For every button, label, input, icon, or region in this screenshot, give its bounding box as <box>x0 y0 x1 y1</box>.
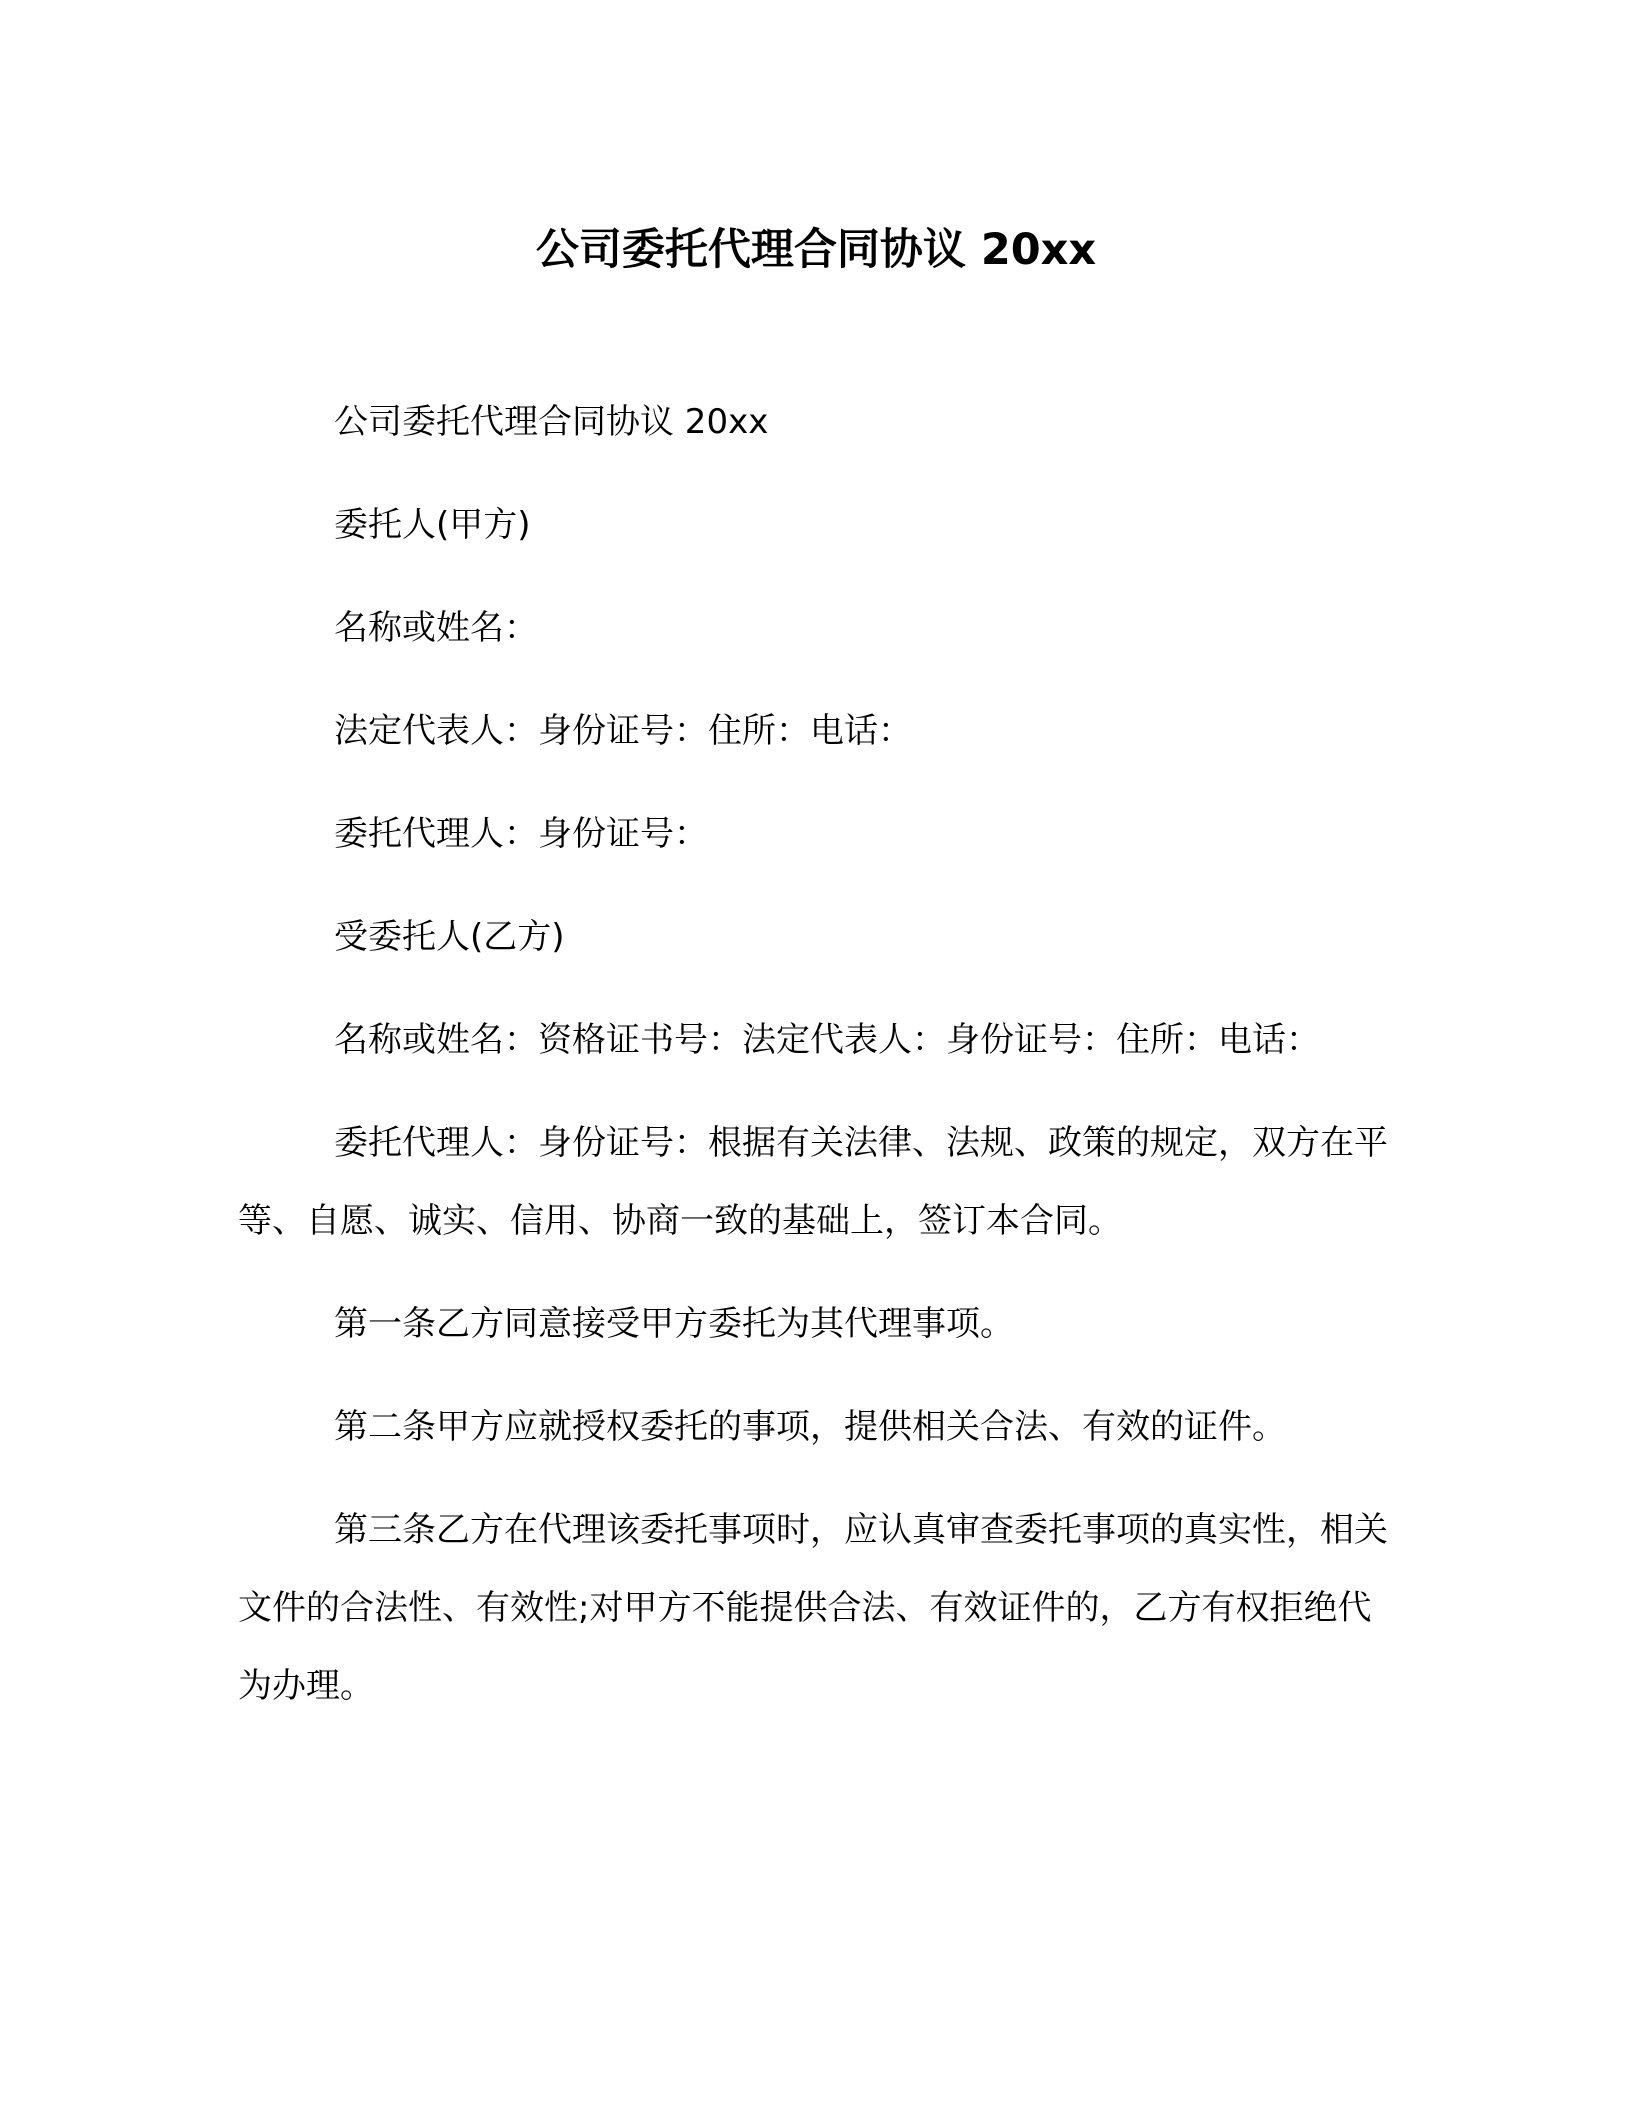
paragraph-principal-party-a: 委托人(甲方) <box>334 505 531 545</box>
paragraph-party-a-legal-rep: 法定代表人：身份证号：住所：电话： <box>334 711 912 751</box>
paragraph-party-b-details: 名称或姓名：资格证书号：法定代表人：身份证号：住所：电话： <box>334 1020 1320 1060</box>
paragraph-party-b-agent-preamble: 委托代理人：身份证号：根据有关法律、法规、政策的规定，双方在平等、自愿、诚实、信用、协商一致的基础上，签订本合同。 <box>238 1123 1388 1241</box>
paragraph-heading-repeat: 公司委托代理合同协议 20xx <box>334 402 769 442</box>
paragraph-article-2: 第二条甲方应就授权委托的事项，提供相关合法、有效的证件。 <box>334 1407 1286 1447</box>
paragraph-party-a-name: 名称或姓名： <box>334 608 538 648</box>
paragraph-agent-party-b: 受委托人(乙方) <box>334 917 565 957</box>
paragraph-article-1: 第一条乙方同意接受甲方委托为其代理事项。 <box>334 1304 1014 1344</box>
paragraph-party-a-agent: 委托代理人：身份证号： <box>334 814 708 854</box>
paragraph-article-3: 第三条乙方在代理该委托事项时，应认真审查委托事项的真实性，相关文件的合法性、有效性;对甲方不能提供合法、有效证件的，乙方有权拒绝代为办理。 <box>238 1510 1388 1706</box>
document-title: 公司委托代理合同协议 20xx <box>535 225 1097 275</box>
